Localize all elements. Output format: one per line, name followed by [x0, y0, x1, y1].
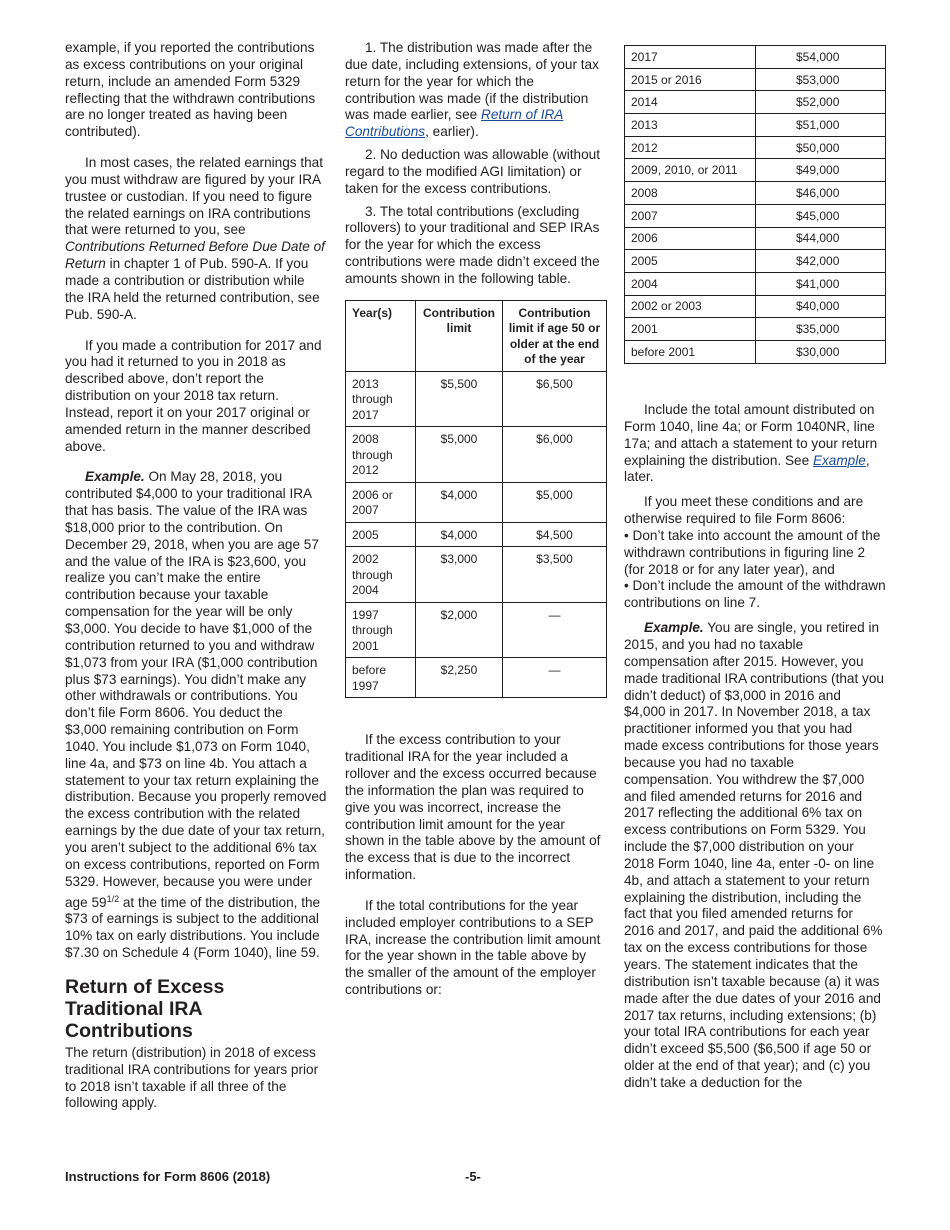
table-cell: 2005 [625, 250, 756, 273]
paragraph: If the total contributions for the year included employer contributions to a SEP IRA, increase the contribution limit amount for the year shown in the table above by the smaller of the amount of the employer contributions or: [345, 897, 601, 998]
table-cell: $6,500 [503, 371, 607, 427]
list-item: 2. No deduction was allowable (without regard to the modified AGI limitation) or taken for the excess contributions. [345, 147, 601, 196]
table-row [346, 547, 607, 603]
paragraph: If you made a contribution for 2017 and you had it returned to you in 2018 as described above, don’t report the distribution on your 2018 tax return. Instead, report it on your 2017 original or amended return in the manner described above. [65, 337, 322, 454]
list-item [345, 40, 607, 141]
section-heading: Return of Excess Traditional IRA Contributions [65, 975, 225, 1042]
table-cell: 2013 through 2017 [346, 371, 416, 427]
table-cell: 2008 through 2012 [346, 427, 416, 483]
table-row [625, 295, 886, 318]
example-label: Example. [644, 620, 704, 636]
table-row [625, 250, 886, 273]
table-cell: 2001 [625, 318, 756, 341]
contribution-limits-table [345, 300, 607, 699]
paragraph: If you meet these conditions and are otherwise required to file Form 8606: [624, 494, 864, 527]
bullet-item: • Don’t take into account the amount of the withdrawn contributions in figuring line 2 (for 2018 or for any later year), and [624, 527, 881, 577]
table-cell: $4,000 [416, 482, 503, 522]
column-header: Contribution limit if age 50 or older at the end of the year [503, 300, 607, 371]
table-header-row [346, 300, 607, 371]
table-row [346, 602, 607, 658]
table-cell: 2006 or 2007 [346, 482, 416, 522]
text: 1. The distribution was made after the due date, including extensions, of your tax return for the year for which the contribution was made (if the distribution was made earlier, see [345, 40, 599, 123]
table-cell: 2009, 2010, or 2011 [625, 159, 756, 182]
example-link[interactable]: Example [812, 452, 866, 468]
return-of-ira-contributions-link[interactable]: Return of IRA Contributions [345, 107, 564, 140]
table-cell: $2,250 [416, 658, 503, 698]
paragraph [65, 155, 327, 323]
text: , earlier). [425, 124, 479, 140]
table-cell: 2012 [625, 136, 756, 159]
text: Include the total amount distributed on Form 1040, line 4a; or Form 1040NR, line 17a; and attach a statement to your return explaining the distribution. See [624, 402, 878, 468]
paragraph: example, if you reported the contributions as excess contributions on your original return, include an amended Form 5329 reflecting that the withdrawn contributions are no longer treated as having been contributed). [65, 40, 316, 140]
table-row [625, 159, 886, 182]
example-paragraph [65, 469, 327, 961]
table-cell: 2002 or 2003 [625, 295, 756, 318]
table-cell: $5,500 [416, 371, 503, 427]
column-middle [345, 40, 607, 999]
text: In most cases, the related earnings that you must withdraw are figured by your IRA trustee or custodian. If you need to figure the related earnings on IRA contributions that were returned to you, see [65, 155, 324, 238]
table-cell: $5,000 [503, 482, 607, 522]
table-cell: $40,000 [756, 295, 886, 318]
table-cell: $4,000 [416, 522, 503, 547]
table-cell: 2006 [625, 227, 756, 250]
table-cell: $41,000 [756, 272, 886, 295]
table-cell: $53,000 [756, 68, 886, 91]
table-cell: $50,000 [756, 136, 886, 159]
table-cell: before 2001 [625, 340, 756, 363]
table-row [346, 522, 607, 547]
table-cell: 2007 [625, 204, 756, 227]
table-cell: $51,000 [756, 114, 886, 137]
table-row [625, 182, 886, 205]
bullet-item: • Don’t include the amount of the withdrawn contributions on line 7. [624, 578, 886, 611]
table-row [625, 318, 886, 341]
table-cell: 1997 through 2001 [346, 602, 416, 658]
paragraph: If the excess contribution to your traditional IRA for the year included a rollover and the excess occurred because the information the plan was required to give you was incorrect, increase the contribution limit amount for the year shown in the table above by the amount of the excess that is due to the incorrect information. [345, 732, 601, 883]
table-cell: 2015 or 2016 [625, 68, 756, 91]
table-cell: — [503, 658, 607, 698]
list-item: 3. The total contributions (excluding rollovers) to your traditional and SEP IRAs for the year for which the excess contributions were made didn’t exceed the amounts shown in the following table. [345, 203, 600, 286]
table-cell: $46,000 [756, 182, 886, 205]
table-cell: 2004 [625, 272, 756, 295]
table-cell: $35,000 [756, 318, 886, 341]
superscript: 1/2 [106, 893, 120, 904]
text: at the time of the distribution, the $73 of earnings is subject to the additional 10% tax on early distributions. You include $7.30 on Schedule 4 (Form 1040), line 59. [65, 894, 321, 961]
table-row [625, 46, 886, 69]
footer-form-title: Instructions for Form 8606 (2018) [65, 1169, 271, 1184]
table-cell: $3,500 [503, 547, 607, 603]
table-cell: $45,000 [756, 204, 886, 227]
table-cell: $4,500 [503, 522, 607, 547]
footer-page-number: -5- [465, 1169, 481, 1184]
table-cell: $49,000 [756, 159, 886, 182]
table-cell: $54,000 [756, 46, 886, 69]
table-cell: $3,000 [416, 547, 503, 603]
paragraph [624, 402, 886, 486]
table-row [346, 482, 607, 522]
table-row [625, 227, 886, 250]
text: On May 28, 2018, you contributed $4,000 to your traditional IRA that has basis. The value of the IRA was $18,000 prior to the contribution. On December 29, 2018, when you are age 57 and the value of the IRA is $23,600, you realize you can’t make the entire contribution because your taxable compensation for the year will be only $3,000. You decide to have $1,000 of the contribution returned to you and withdraw $1,073 from your IRA ($1,000 contribution plus $73 earnings). You didn’t make any other withdrawals or contributions. You don’t file Form 8606. You deduct the $3,000 remaining contribution on Form 1040. You include $1,073 on Form 1040, line 4a, and $73 on line 4b. You attach a statement to your tax return explaining the distribution. Because you properly removed the excess contribution with the related earnings by the due date of your tax return, you aren’t subject to the additional 6% tax on excess contributions, reported on Form 5329. However, because you were under age 59 [65, 469, 327, 910]
column-header: Contribution limit [416, 300, 503, 371]
table-row [625, 114, 886, 137]
example-label: Example. [85, 469, 145, 485]
table-row [625, 91, 886, 114]
table-cell: 2005 [346, 522, 416, 547]
table-cell: 2017 [625, 46, 756, 69]
table-row [625, 68, 886, 91]
table-cell: $6,000 [503, 427, 607, 483]
sep-limits-table [624, 45, 886, 364]
table-cell: 2008 [625, 182, 756, 205]
table-row [625, 272, 886, 295]
table-cell: $2,000 [416, 602, 503, 658]
column-left [65, 40, 327, 1112]
table-cell: 2013 [625, 114, 756, 137]
table-cell: 2014 [625, 91, 756, 114]
text: , later. [624, 452, 870, 485]
text: in chapter 1 of Pub. 590-A. If you made a contribution or distribution while the IRA held the returned contribution, see Pub. 590-A. [65, 256, 320, 322]
table-cell: $30,000 [756, 340, 886, 363]
italic-reference: Contributions Returned Before Due Date of Return [65, 239, 325, 272]
table-row [625, 136, 886, 159]
table-cell: $42,000 [756, 250, 886, 273]
table-row [625, 204, 886, 227]
table-row [346, 371, 607, 427]
table-cell: 2002 through 2004 [346, 547, 416, 603]
column-right [624, 402, 886, 1092]
paragraph: The return (distribution) in 2018 of excess traditional IRA contributions for years prior to 2018 isn’t taxable if all three of the following apply. [65, 1044, 319, 1111]
column-header: Year(s) [346, 300, 416, 371]
table-row [346, 658, 607, 698]
table-cell: $52,000 [756, 91, 886, 114]
table-cell: before 1997 [346, 658, 416, 698]
table-row [625, 340, 886, 363]
text: You are single, you retired in 2015, and you had no taxable compensation after 2015. However, you made traditional IRA contributions (that you didn’t deduct) of $3,000 in 2016 and $4,000 in 2017. In November 2018, a tax practitioner informed you that you had made excess contributions for those years because you had no taxable compensation. You withdrew the $7,000 and filed amended returns for 2016 and 2017 reflecting the additional 6% tax on excess contributions on Form 5329. You include the $7,000 distribution on your 2018 Form 1040, line 4a, enter -0- on line 4b, and attach a statement to your return explaining the distribution, including the fact that you filed amended returns for 2016 and 2017, and paid the additional 6% tax on the excess contributions for those years. The statement indicates that the distribution isn’t taxable because (a) it was made after the due dates of your 2016 and 2017 tax returns, including extensions; (b) your total IRA contributions for each year didn’t exceed $5,500 ($6,500 if age 50 or older at the end of that year); and (c) you didn’t take a deduction for the [624, 620, 884, 1090]
table-row [346, 427, 607, 483]
example-paragraph [624, 620, 886, 1092]
table-cell: — [503, 602, 607, 658]
table-cell: $5,000 [416, 427, 503, 483]
table-cell: $44,000 [756, 227, 886, 250]
